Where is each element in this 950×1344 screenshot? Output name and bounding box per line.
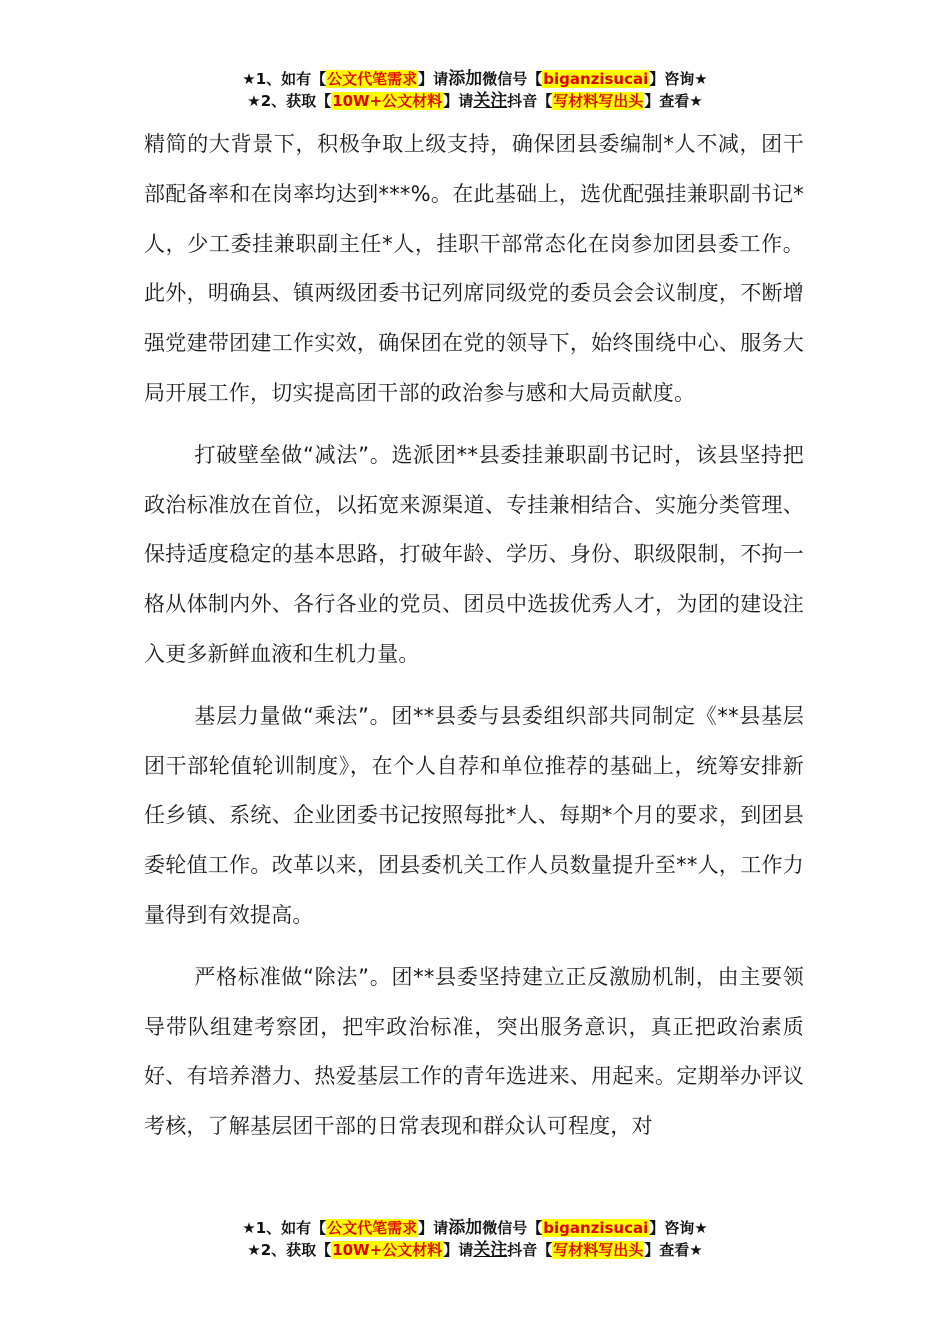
paragraph-4: 严格标准做“除法”。团**县委坚持建立正反激励机制，由主要领导带队组建考察团，把牢政治标准，突出服务意识，真正把政治素质好、有培养潜力、热爱基层工作的青年选进来、用起来。定期举办评议考核，了解基层团干部的日常表现和群众认可程度，对: [144, 964, 804, 1139]
star-icon: ★: [242, 70, 256, 88]
star-icon: ★: [247, 1241, 261, 1259]
document-body: [144, 120, 804, 1152]
highlight-ghostwriting: 公文代笔需求: [327, 1219, 418, 1237]
highlight-douyin-account: 写材料写出头: [553, 92, 644, 110]
highlight-wechat-id: biganzisucai: [543, 70, 649, 88]
highlight-wechat-id: biganzisucai: [543, 1219, 649, 1237]
footer-line-1: ★1、如有【公文代笔需求】请添加微信号【biganzisucai】咨询★: [242, 1218, 708, 1238]
highlight-douyin-account: 写材料写出头: [553, 1241, 644, 1259]
emphasis-follow: 关注: [473, 1240, 508, 1260]
banner-line-1: ★1、如有【公文代笔需求】请添加微信号【biganzisucai】咨询★: [242, 69, 708, 89]
paragraph-1: 精简的大背景下，积极争取上级支持，确保团县委编制*人不减，团干部配备率和在岗率均达到***%。在此基础上，选优配强挂兼职副书记*人，少工委挂兼职副主任*人，挂职干部常态化在岗参加团县委工作。此外，明确县、镇两级团委书记列席同级党的委员会会议制度，不断增强党建带团建工作实效，确保团在党的领导下，始终围绕中心、服务大局开展工作，切实提高团干部的政治参与感和大局贡献度。: [144, 132, 804, 405]
footer-banner: [0, 1217, 950, 1261]
paragraph-3: 基层力量做“乘法”。团**县委与县委组织部共同制定《**县基层团干部轮值轮训制度》，在个人自荐和单位推荐的基础上，统筹安排新任乡镇、系统、企业团委书记按照每批*人、每期*个月的要求，到团县委轮值工作。改革以来，团县委机关工作人员数量提升至**人，工作力量得到有效提高。: [144, 703, 804, 927]
highlight-materials: 10W+公文材料: [332, 92, 443, 110]
emphasis-follow: 关注: [473, 91, 508, 111]
header-banner: [0, 68, 950, 112]
star-icon: ★: [247, 92, 261, 110]
highlight-materials: 10W+公文材料: [332, 1241, 443, 1259]
star-icon: ★: [242, 1219, 256, 1237]
highlight-ghostwriting: 公文代笔需求: [327, 70, 418, 88]
paragraph-2: 打破壁垒做“减法”。选派团**县委挂兼职副书记时，该县坚持把政治标准放在首位，以拓宽来源渠道、专挂兼相结合、实施分类管理、保持适度稳定的基本思路，打破年龄、学历、身份、职级限制，不拘一格从体制内外、各行各业的党员、团员中选拔优秀人才，为团的建设注入更多新鲜血液和生机力量。: [144, 442, 804, 666]
emphasis-add: 添加: [448, 1218, 483, 1238]
footer-line-2: ★2、获取【10W+公文材料】请关注抖音【写材料写出头】查看★: [247, 1240, 703, 1260]
emphasis-add: 添加: [448, 69, 483, 89]
banner-line-2: ★2、获取【10W+公文材料】请关注抖音【写材料写出头】查看★: [247, 91, 703, 111]
